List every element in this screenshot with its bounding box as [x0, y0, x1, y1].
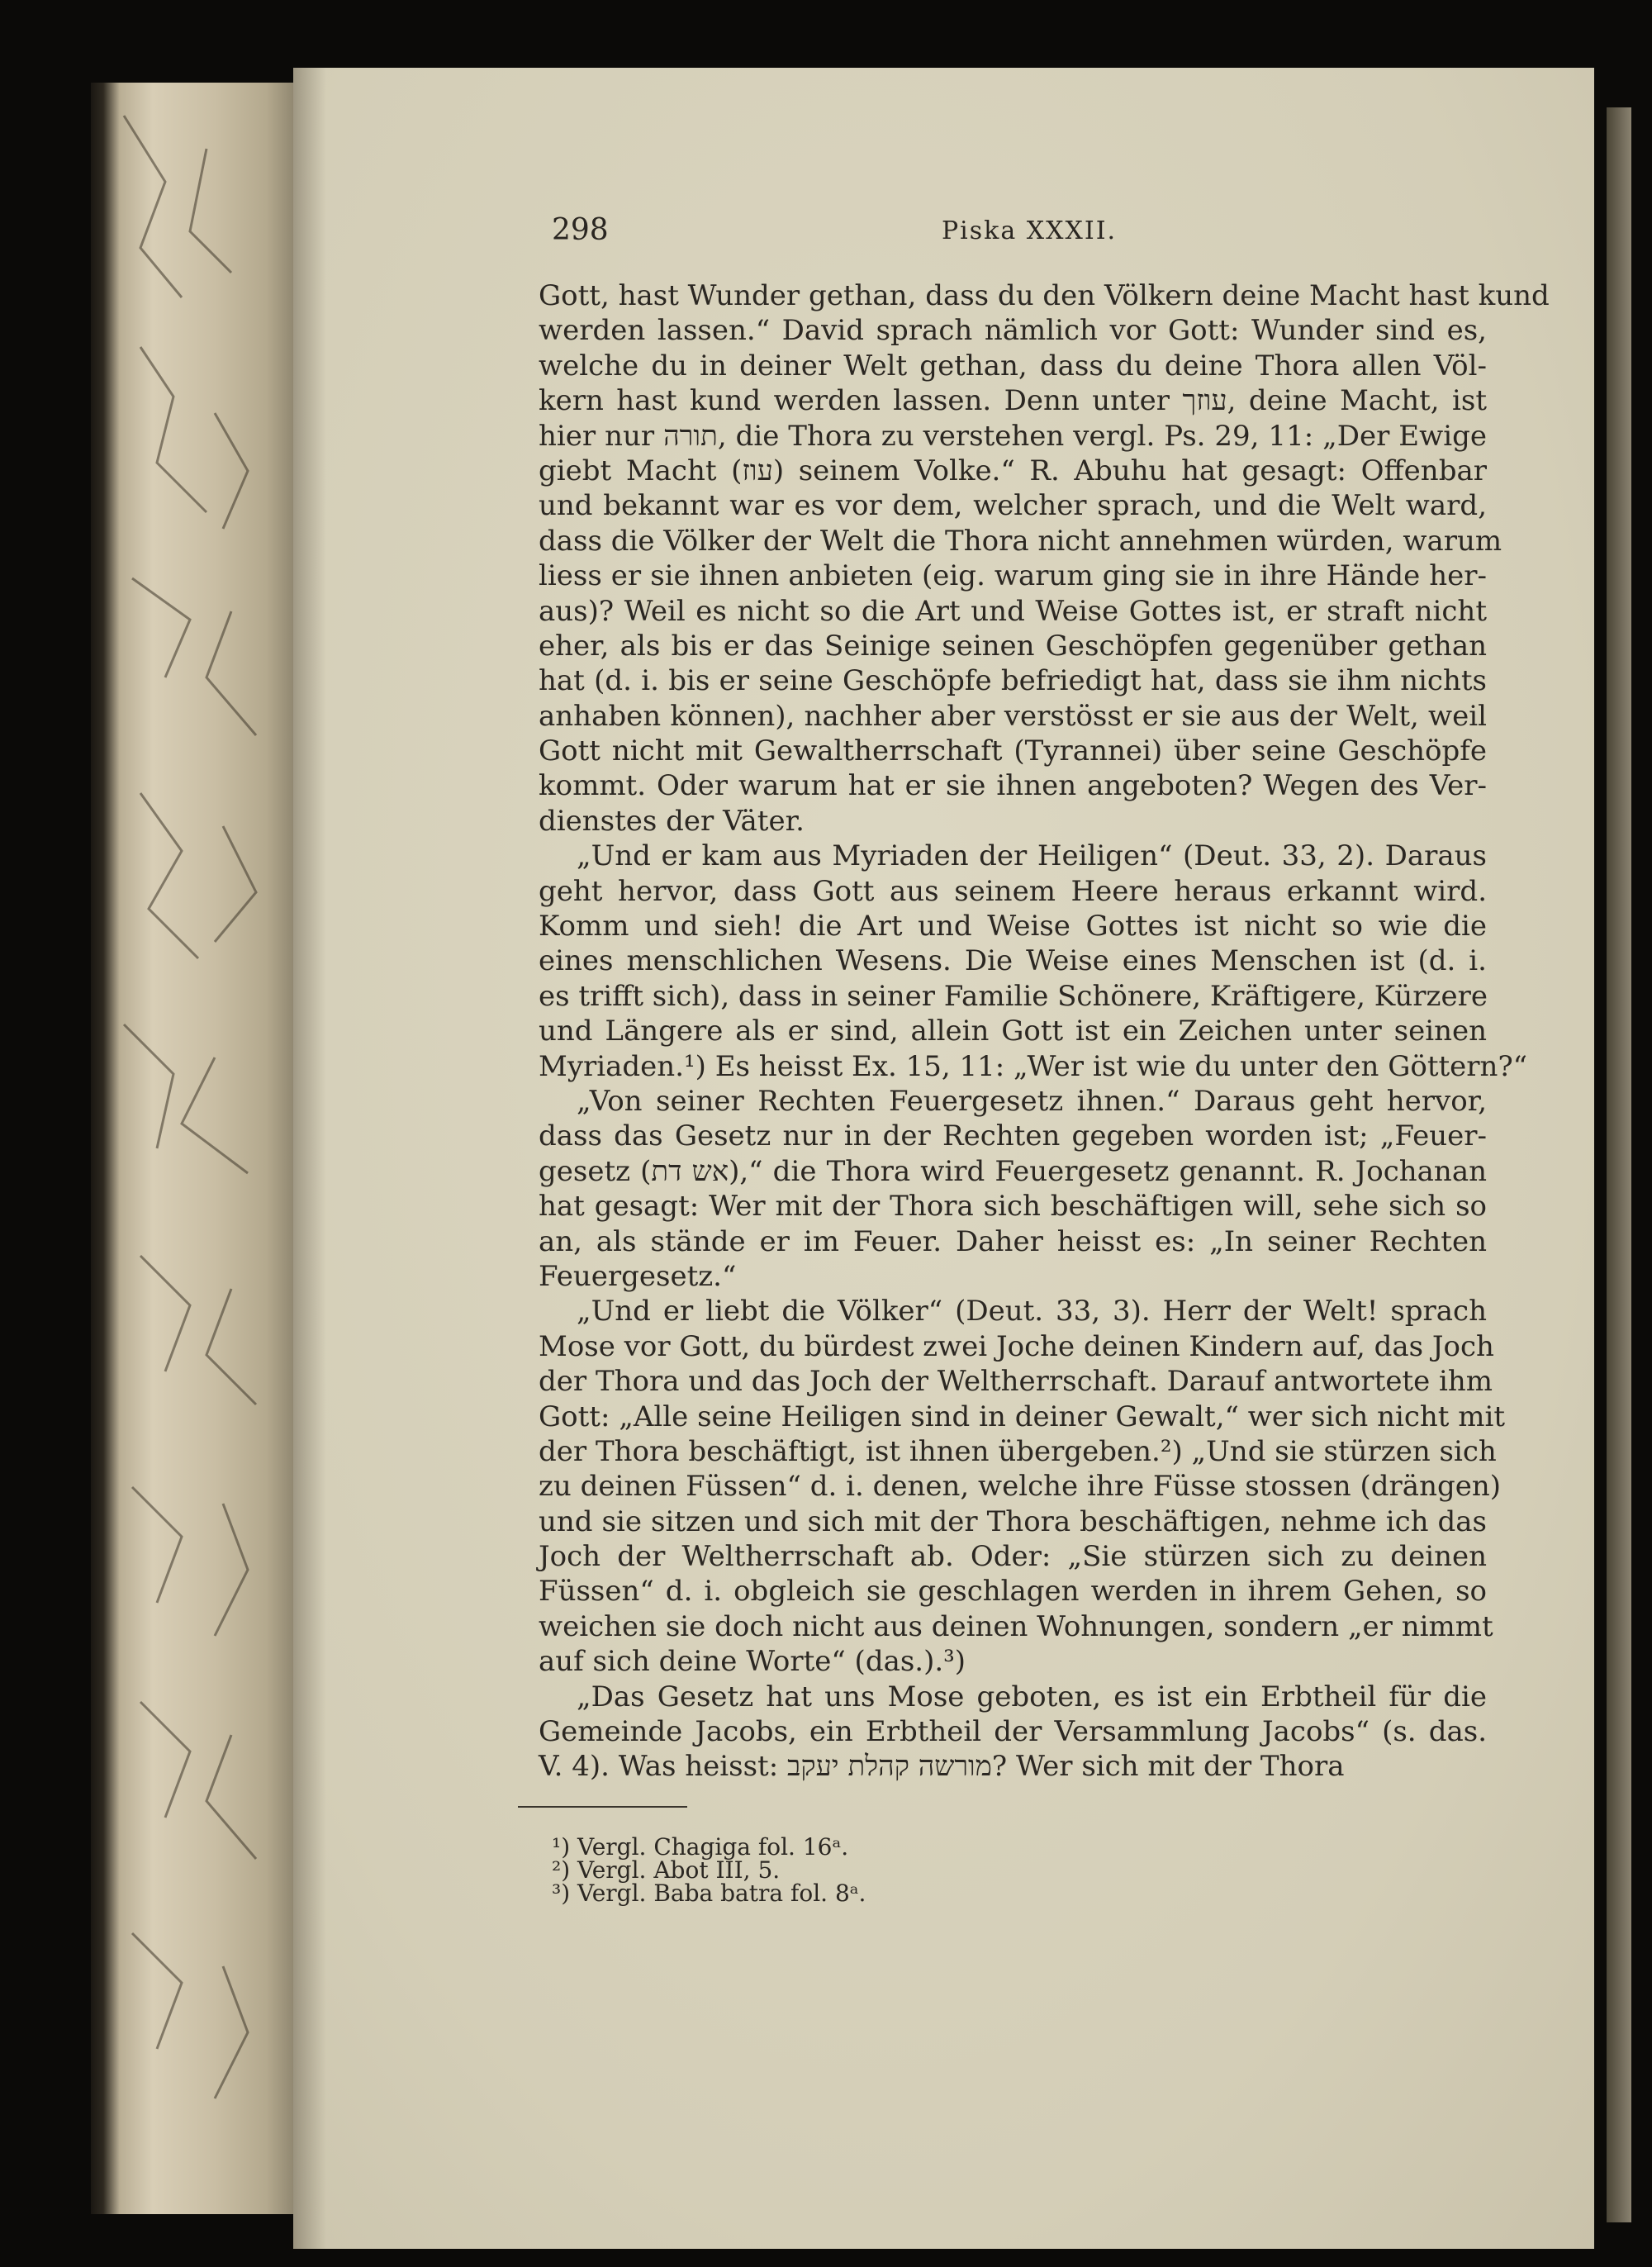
footnote: ¹) Vergl. Chagiga fol. 16ᵃ. — [552, 1833, 849, 1861]
text-line: „Und er liebt die Völker“ (Deut. 33, 3). Herr der Welt! sprach — [577, 1295, 1487, 1328]
text-line: „Von seiner Rechten Feuergesetz ihnen.“ Daraus geht hervor, — [577, 1084, 1487, 1118]
main-text — [539, 278, 1550, 1785]
text-line: geht hervor, dass Gott aus seinem Heere heraus erkannt wird. — [539, 874, 1487, 908]
text-line: dass das Gesetz nur in der Rechten gegeben worden ist; „Feuer- — [539, 1119, 1487, 1153]
text-line: „Das Gesetz hat uns Mose geboten, es ist ein Erbtheil für die — [577, 1680, 1487, 1713]
text-line: der Thora und das Joch der Weltherrschaft. Darauf antwortete ihm — [539, 1365, 1493, 1399]
page-edge-texture — [91, 83, 297, 2214]
text-line: gesetz (אש דת),“ die Thora wird Feuergesetz genannt. R. Jochanan — [539, 1154, 1487, 1188]
text-line: giebt Macht (עוז) seinem Volke.“ R. Abuhu hat gesagt: Offenbar — [539, 454, 1487, 487]
next-page-edge — [1607, 107, 1631, 2222]
page-number: 298 — [552, 213, 609, 247]
text-line: Gott, hast Wunder gethan, dass du den Völkern deine Macht hast kund — [539, 279, 1550, 312]
book-page-edges — [91, 83, 297, 2214]
footnotes — [552, 1833, 866, 1907]
text-line: werden lassen.“ David sprach nämlich vor Gott: Wunder sind es, — [539, 314, 1487, 348]
gutter-shadow — [293, 68, 326, 2249]
text-line: Mose vor Gott, du bürdest zwei Joche deinen Kindern auf, das Joch — [539, 1329, 1494, 1363]
text-line: und Längere als er sind, allein Gott ist ein Zeichen unter seinen — [539, 1015, 1487, 1048]
text-line: kommt. Oder warum hat er sie ihnen angeboten? Wegen des Ver- — [539, 769, 1487, 803]
text-line: „Und er kam aus Myriaden der Heiligen“ (Deut. 33, 2). Daraus — [577, 839, 1487, 873]
text-line: weichen sie doch nicht aus deinen Wohnungen, sondern „er nimmt — [539, 1609, 1493, 1643]
text-line: dass die Völker der Welt die Thora nicht annehmen würden, warum — [539, 524, 1502, 558]
text-line: hat gesagt: Wer mit der Thora sich beschäftigen will, sehe sich so — [539, 1190, 1487, 1224]
text-line: eines menschlichen Wesens. Die Weise eines Menschen ist (d. i. — [539, 944, 1487, 978]
text-line: liess er sie ihnen anbieten (eig. warum ging sie in ihre Hände her- — [539, 559, 1487, 593]
text-line: anhaben können), nachher aber verstösst er sie aus der Welt, weil — [539, 699, 1487, 733]
footnote-rule — [518, 1806, 687, 1808]
text-line: Gemeinde Jacobs, ein Erbtheil der Versammlung Jacobs“ (s. das. — [539, 1715, 1487, 1749]
text-line: an, als stände er im Feuer. Daher heisst es: „In seiner Rechten — [539, 1224, 1487, 1258]
text-line: eher, als bis er das Seinige seinen Geschöpfen gegenüber gethan — [539, 629, 1487, 663]
text-line: es trifft sich), dass in seiner Familie Schönere, Kräftigere, Kürzere — [539, 979, 1488, 1013]
text-line: Myriaden.¹) Es heisst Ex. 15, 11: „Wer ist wie du unter den Göttern?“ — [539, 1049, 1528, 1083]
text-line: Füssen“ d. i. obgleich sie geschlagen werden in ihrem Gehen, so — [539, 1575, 1487, 1609]
text-line: Gott nicht mit Gewaltherrschaft (Tyrannei) über seine Geschöpfe — [539, 734, 1487, 768]
footnote: ³) Vergl. Baba batra fol. 8ᵃ. — [552, 1880, 866, 1907]
text-line: Joch der Weltherrschaft ab. Oder: „Sie stürzen sich zu deinen — [539, 1540, 1487, 1574]
text-line: und sie sitzen und sich mit der Thora beschäftigen, nehme ich das — [539, 1504, 1487, 1538]
footnote: ²) Vergl. Abot III, 5. — [552, 1856, 781, 1884]
text-line: der Thora beschäftigt, ist ihnen übergeben.²) „Und sie stürzen sich — [539, 1434, 1497, 1468]
text-line: und bekannt war es vor dem, welcher sprach, und die Welt ward, — [539, 489, 1487, 523]
text-line: V. 4). Was heisst: מורשה קהלת יעקב? Wer sich mit der Thora — [539, 1750, 1345, 1784]
text-line: hat (d. i. bis er seine Geschöpfe befriedigt hat, dass sie ihm nichts — [539, 664, 1487, 698]
text-line: Komm und sieh! die Art und Weise Gottes ist nicht so wie die — [539, 910, 1487, 943]
text-line: dienstes der Väter. — [539, 804, 805, 838]
running-title: Piska XXXII. — [942, 216, 1118, 245]
text-line: Feuergesetz.“ — [539, 1259, 737, 1293]
text-line: hier nur תורה, die Thora zu verstehen vergl. Ps. 29, 11: „Der Ewige — [539, 419, 1487, 453]
text-line: kern hast kund werden lassen. Denn unter עוזך, deine Macht, ist — [539, 384, 1487, 418]
text-line: zu deinen Füssen“ d. i. denen, welche ihre Füsse stossen (drängen) — [539, 1470, 1502, 1504]
text-line: auf sich deine Worte“ (das.).³) — [539, 1645, 966, 1679]
text-line: welche du in deiner Welt gethan, dass du deine Thora allen Völ- — [539, 349, 1487, 383]
text-line: Gott: „Alle seine Heiligen sind in deiner Gewalt,“ wer sich nicht mit — [539, 1400, 1506, 1433]
text-line: aus)? Weil es nicht so die Art und Weise Gottes ist, er straft nicht — [539, 594, 1487, 628]
